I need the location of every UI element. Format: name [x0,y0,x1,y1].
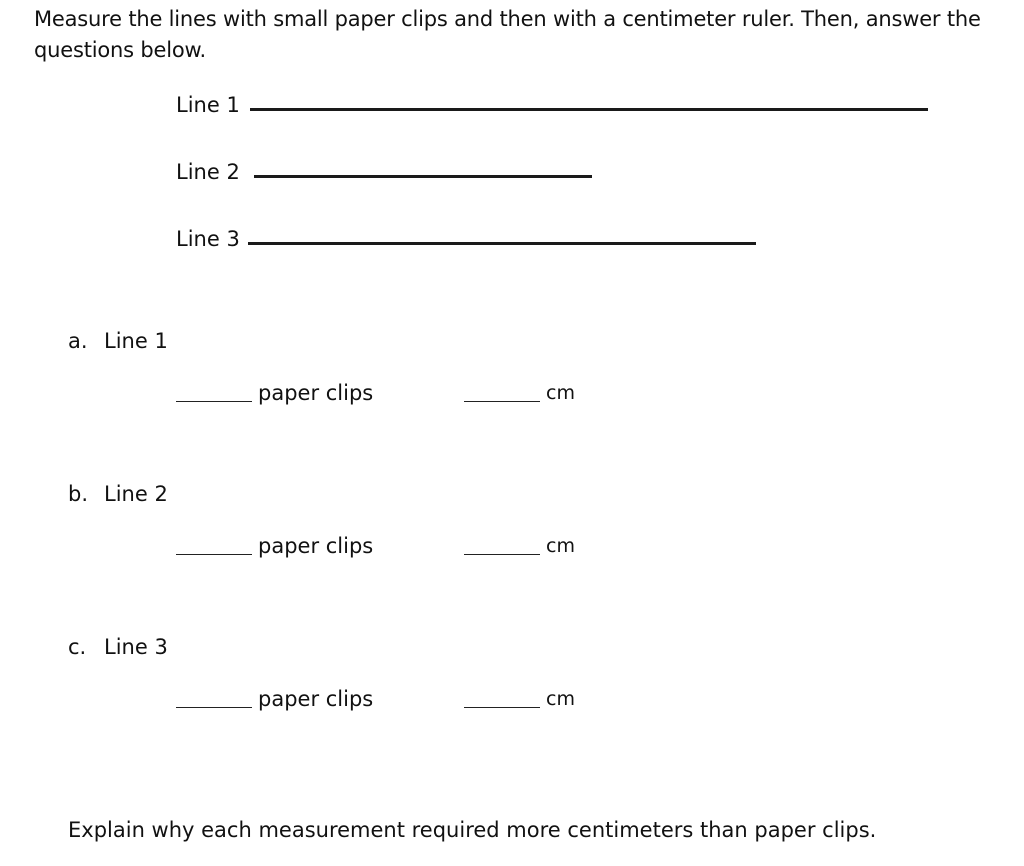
question-a-paperclip-blank[interactable] [176,401,252,403]
line-2-stroke [254,175,592,178]
instructions-text: Measure the lines with small paper clips and then with a centimeter ruler. Then, answer the questions below. [34,7,981,62]
question-a-letter: a. [68,329,88,353]
question-b-line: Line 2 [104,482,168,506]
line-2-label: Line 2 [176,160,240,184]
line-3-stroke [248,242,756,245]
line-3-row [176,222,756,252]
question-c-label [68,634,168,660]
question-c-paperclip-blank[interactable] [176,707,252,709]
line-1-label: Line 1 [176,93,240,117]
question-b-paperclip-unit: paper clips [258,534,374,558]
question-b-paperclip-blank[interactable] [176,554,252,556]
question-c-paperclip-unit: paper clips [258,687,374,711]
question-b-cm-unit: cm [546,535,575,557]
question-b-cm-blank[interactable] [464,554,540,556]
question-c-cm-blank[interactable] [464,707,540,709]
question-b-letter: b. [68,482,89,506]
question-a-cm-blank[interactable] [464,401,540,403]
question-c-cm-unit: cm [546,688,575,710]
question-b-answer-row [176,531,596,559]
question-c-letter: c. [68,635,87,659]
line-1-stroke [250,108,928,111]
explain-prompt: Explain why each measurement required more centimeters than paper clips. [68,818,877,842]
question-c-answer-row [176,684,596,712]
question-a-paperclip-unit: paper clips [258,381,374,405]
question-a-label [68,328,168,354]
question-a-line: Line 1 [104,329,168,353]
line-2-row [176,155,592,185]
question-b-label [68,481,168,507]
line-3-label: Line 3 [176,227,240,251]
question-a-answer-row [176,378,596,406]
question-c-line: Line 3 [104,635,168,659]
line-1-row [176,88,928,118]
question-a-cm-unit: cm [546,382,575,404]
